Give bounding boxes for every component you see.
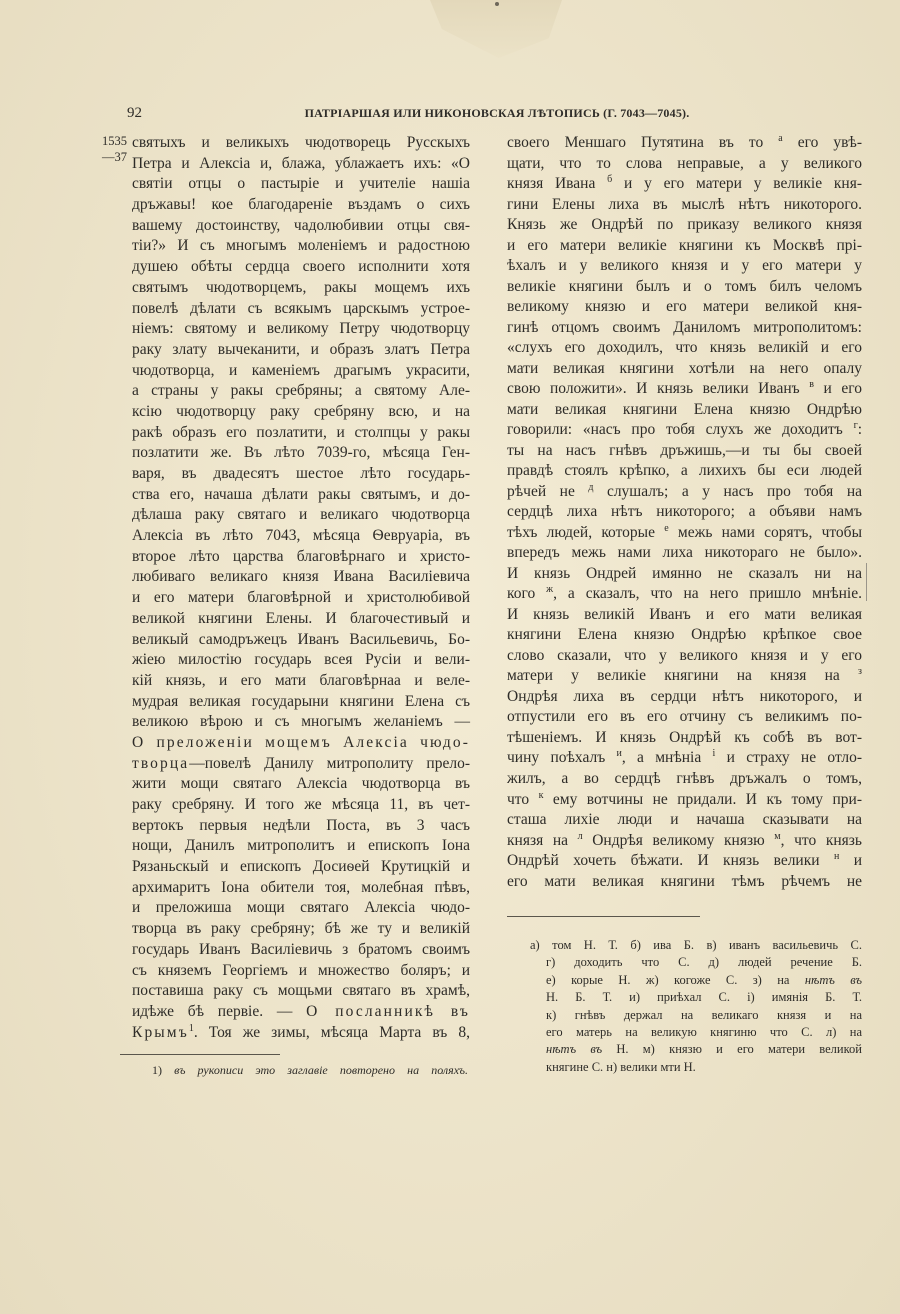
text-line [132, 1002, 470, 1023]
text-line: позлатити же. Въ лѣто 7039-го, мѣсяца Ген- [132, 444, 470, 462]
footnote-marker: д [588, 481, 594, 493]
text-segment: князя Ивана [507, 175, 608, 193]
text-segment: его увѣ- [782, 134, 862, 151]
footnote-marker: м [774, 830, 781, 842]
footnote-line: его матерь на великую княгиню что С. л) на [546, 1024, 862, 1039]
spaced-heading-text: О преложеніи мощемъ Алексіа чюдо- [132, 733, 470, 751]
paper-dot-mark [495, 2, 499, 6]
text-line: Князь же Ондрѣй по приказу великого князя [507, 216, 862, 234]
text-line: великою вѣрою и съ многымъ желаніемъ — [132, 713, 470, 731]
text-line: жіею милостію государь всея Русіи и вели- [132, 651, 470, 669]
text-line: вашему достоинству, чадолюбивии отцы свя- [132, 216, 470, 234]
spaced-heading-text: Крымъ [132, 1023, 189, 1041]
text-line: Алексіа въ лѣто 7043, мѣсяца Ѳевруаріа, въ [132, 527, 470, 545]
text-line: архимаритъ Іона обители тоя, молебная пѣвъ, [132, 878, 470, 896]
text-segment: рѣчей не [507, 482, 589, 500]
footnote-marker: а [778, 133, 783, 144]
text-segment: —повелѣ Данилу митрополиту прело- [189, 754, 470, 772]
text-line: ты на насъ гнѣвъ дръжишь,—и ты бы своей [507, 441, 862, 459]
text-line [507, 379, 862, 400]
text-line: и его матери великіе княгини къ Москвѣ прі- [507, 236, 862, 254]
text-line: святіи отцы о пастыріе и учителіе нашіа [132, 175, 470, 193]
margin-year-start: 1535 [102, 134, 127, 148]
page-number: 92 [127, 105, 142, 121]
text-segment: . Тоя же зимы, мѣсяца Марта въ 8, [193, 1023, 470, 1041]
text-line: ства его, начаша дѣлати ракы святымъ, и до- [132, 485, 470, 503]
spaced-heading-text: О посланникѣ въ [306, 1002, 470, 1020]
text-line [132, 1023, 470, 1044]
text-line: раку сребряну. И того же мѣсяца 11, въ чет- [132, 796, 470, 813]
text-segment: , а сказалъ, что на него пришло мнѣніе. [553, 585, 862, 603]
text-segment: тѣхъ людей, которые [507, 523, 665, 541]
text-line: душею обѣты сердца своего исполнити хотя [132, 258, 470, 276]
text-line: мудрая великая государыни княгини Елена съ [132, 692, 470, 710]
text-segment: , а мнѣніа [621, 749, 713, 767]
text-line [507, 748, 862, 769]
italic-text: нѣтъ въ [804, 972, 862, 987]
text-line: ніемъ: святому и великому Петру чюдотворцу [132, 320, 470, 338]
text-line: второе лѣто царства благовѣрнаго и христо- [132, 547, 470, 565]
right-text-column [507, 133, 862, 892]
text-line: мати великая княгини хотѣли на него опалу [507, 359, 862, 377]
footnote-marker: з [858, 666, 862, 678]
footnote-rule-right [507, 916, 700, 917]
text-line: его мати великая княгини тѣмъ рѣчемъ не [507, 872, 862, 890]
footnote-marker: н [833, 851, 840, 863]
footnote-marker: ж [546, 584, 554, 596]
text-line: великый самодръжецъ Иванъ Васильевичь, Бо- [132, 630, 470, 648]
text-line: вертокъ первыя недѣли Поста, въ 3 часъ [132, 816, 470, 834]
text-line: Рязаньскый и епископъ Досиѳей Крутицкій и [132, 858, 470, 876]
footnote-rule-left [120, 1054, 280, 1055]
text-segment: что [507, 790, 539, 808]
text-line: мати великая княгини Елена князю Ондрѣю [507, 400, 862, 418]
text-line [132, 733, 470, 754]
text-line: творца въ раку сребряну; бѣ же ту и великій [132, 920, 470, 938]
text-line [507, 133, 862, 154]
text-line: тѣшеніемъ. И князь Ондрѣй къ собѣ въ вот- [507, 728, 862, 746]
text-line: государь Иванъ Василіевичь з братомъ своимъ [132, 940, 470, 958]
text-line: дръжавы! кое благодареніе въздамъ о сихъ [132, 196, 470, 214]
footnotes-left [152, 1062, 468, 1079]
text-line: княгини Елена князю Ондрѣю крѣпкое свое [507, 626, 862, 644]
text-segment: и [839, 852, 862, 870]
text-line: великому князю и его матери великой кня- [507, 298, 862, 316]
text-line: жилъ, а во сердцѣ гнѣвъ дръжалъ о томъ, [507, 769, 862, 787]
text-line: съ княземъ Георгіемъ и множество боляръ; и [132, 961, 470, 979]
text-line: отпустили его въ его отчину съ великимъ по- [507, 708, 862, 726]
text-segment: чину поѣхалъ [507, 749, 617, 767]
paper-tab-mark [430, 0, 562, 58]
text-line: правдѣ стоялъ крѣпко, а лихихъ бы еси людей [507, 462, 862, 480]
text-segment: : [857, 421, 862, 439]
text-line: а страны у ракы сребряны; а святому Але- [132, 382, 470, 400]
text-segment: Н. м) князю и его матери великой [602, 1042, 862, 1057]
text-line: и его матери благовѣрной и христолюбивой [132, 589, 470, 607]
spaced-heading-text: творца [132, 754, 190, 772]
text-line: И князь Ондрей имянно не сказалъ ни на [507, 564, 862, 582]
text-line [507, 831, 862, 852]
text-line [132, 754, 470, 775]
footnote-marker: б [607, 174, 613, 186]
margin-year-note [102, 133, 132, 165]
text-segment: , что князь [780, 831, 862, 849]
text-line: дѣлаша раку святаго и великаго чюдотворца [132, 506, 470, 524]
left-text-column [132, 133, 470, 1043]
footnote-marker: і [712, 748, 716, 760]
text-line: поставиша раку съ мощьми святаго въ храмѣ, [132, 982, 470, 1000]
text-line [507, 584, 862, 605]
footnote-marker: л [577, 830, 583, 842]
text-line: ѣхалъ и у великого князя и у его матери у [507, 257, 862, 275]
footnote-line [546, 1041, 862, 1058]
text-line: жити мощи святаго Алексіа чюдотворца въ [132, 775, 470, 793]
text-line: и преложиша мощи святаго Алексіа чюдо- [132, 899, 470, 917]
footnote-marker: и [616, 748, 622, 760]
text-segment: и страху не отло- [715, 749, 862, 767]
text-line: ксію чюдотворцу раку сребряну всю, и на [132, 402, 470, 420]
text-segment: князя на [507, 831, 578, 849]
text-segment: 1) [152, 1063, 175, 1077]
footnote-line: княгине С. н) велики мти Н. [546, 1059, 696, 1074]
text-segment: и у его матери у великіе кня- [612, 175, 863, 193]
text-line: гини Елены лиха въ мыслѣ нѣтъ никоторого. [507, 195, 862, 213]
text-segment: кого [507, 585, 547, 603]
text-line: тіи?» И съ многымъ моленіемъ и радостною [132, 237, 470, 255]
text-segment: свою положити». И князь велики Иванъ [507, 380, 810, 398]
text-segment: матери у великіе княгини на князя на [507, 667, 859, 685]
text-segment: межь нами сорятъ, чтобы [668, 523, 862, 541]
text-line: святымъ чюдотворцемъ, ракы мощемъ ихъ [132, 278, 470, 296]
text-line: впередъ межь нами лиха никотораго не было». [507, 544, 862, 562]
text-segment: и его [813, 380, 862, 398]
text-line [507, 790, 862, 811]
text-line: И князь великій Иванъ и его мати великая [507, 605, 862, 623]
text-line: щати, что то слова неправые, а у великого [507, 154, 862, 172]
footnote-line: а) том Н. Т. б) ива Б. в) иванъ васильевичь С. [530, 938, 862, 952]
text-line: любиваго великаго князя Ивана Василіевича [132, 568, 470, 586]
text-segment: говорили: «насъ про тобя слухъ же доходитъ [507, 421, 854, 439]
footnote-marker: е [664, 522, 669, 534]
variant-readings-footnotes [530, 937, 862, 1076]
text-line [507, 174, 862, 195]
text-line [507, 523, 862, 544]
text-line: слово сказали, что у великого князя и у его [507, 646, 862, 664]
text-segment: идѣже бѣ первіе. — [132, 1002, 307, 1020]
footnote-marker: г [853, 420, 858, 432]
footnote-line: г) доходить что С. д) людей речение Б. [546, 955, 862, 970]
italic-text: нѣтъ въ [546, 1042, 603, 1057]
text-line: ракѣ образъ его позлатити, и столпцы у ракы [132, 423, 470, 441]
footnote-marker: в [809, 379, 814, 391]
text-segment: ему вотчины не придали. И къ тому при- [543, 790, 862, 808]
text-line: гинѣ отцомъ своимъ Даниломъ митрополитомъ: [507, 318, 862, 336]
text-line: святыхъ и великыхъ чюдотворець Русскыхъ [132, 134, 470, 151]
text-segment: своего Меншаго Путятина въ то [507, 134, 779, 151]
text-line [507, 482, 862, 503]
text-segment: Ондрѣй хочеть бѣжати. И князь велики [507, 852, 834, 870]
text-segment: е) корые Н. ж) когоже С. з) на [546, 972, 805, 987]
text-segment: слушалъ; а у насъ про тобя на [593, 482, 862, 500]
margin-year-end: —37 [102, 150, 127, 164]
text-line: великой княгини Елены. И благочестивый и [132, 609, 470, 627]
footnote-line: Н. Б. Т. и) приѣхал С. і) имянія Б. Т. [546, 990, 862, 1005]
text-line: Ондрѣя лиха въ сердци нѣтъ никоторого, и [507, 687, 862, 705]
footnote-line [152, 1062, 468, 1079]
text-line: Петра и Алексіа и, блажа, ублажаетъ ихъ: «О [132, 154, 470, 172]
text-line: кій князь, и его мати благовѣрнаа и веле- [132, 671, 470, 689]
text-line: варя, въ двадесятъ шестое лѣто государь- [132, 465, 470, 482]
text-line: чюдотворца, и каменіемъ драгымъ украсити, [132, 361, 470, 379]
footnote-marker: 1 [188, 1022, 194, 1034]
text-line: сердцѣ лиха нѣтъ никоторого; а объяви намъ [507, 503, 862, 521]
text-line: нощи, Данилъ митрополитъ и епископъ Іона [132, 837, 470, 855]
text-line: великіе княгини былъ и о томъ билъ челомъ [507, 277, 862, 295]
text-line: сташа лихіе люди и начаша сказывати на [507, 811, 862, 829]
text-line [507, 851, 862, 872]
footnote-marker: к [538, 789, 544, 801]
text-line: повелѣ дѣлати съ всякымъ царскымъ устрое- [132, 299, 470, 317]
footnote-line: к) гнѣвъ держал на великаго князя и на [546, 1007, 862, 1022]
running-title: ПАТРІАРШАЯ ИЛИ НИКОНОВСКАЯ ЛѢТОПИСЬ (Г. 7043—7045). [304, 106, 690, 120]
text-segment: Ондрѣя великому князю [582, 831, 775, 849]
text-line [507, 420, 862, 441]
text-line [507, 666, 862, 687]
text-line: раку злату вычеканити, и образъ златъ Петра [132, 340, 470, 358]
footnote-line [546, 972, 862, 989]
text-line: «слухъ его доходилъ, что князь великій и его [507, 339, 862, 357]
italic-text: въ рукописи это заглавіе повторено на поляхъ. [174, 1063, 469, 1077]
margin-pencil-mark [866, 563, 867, 601]
